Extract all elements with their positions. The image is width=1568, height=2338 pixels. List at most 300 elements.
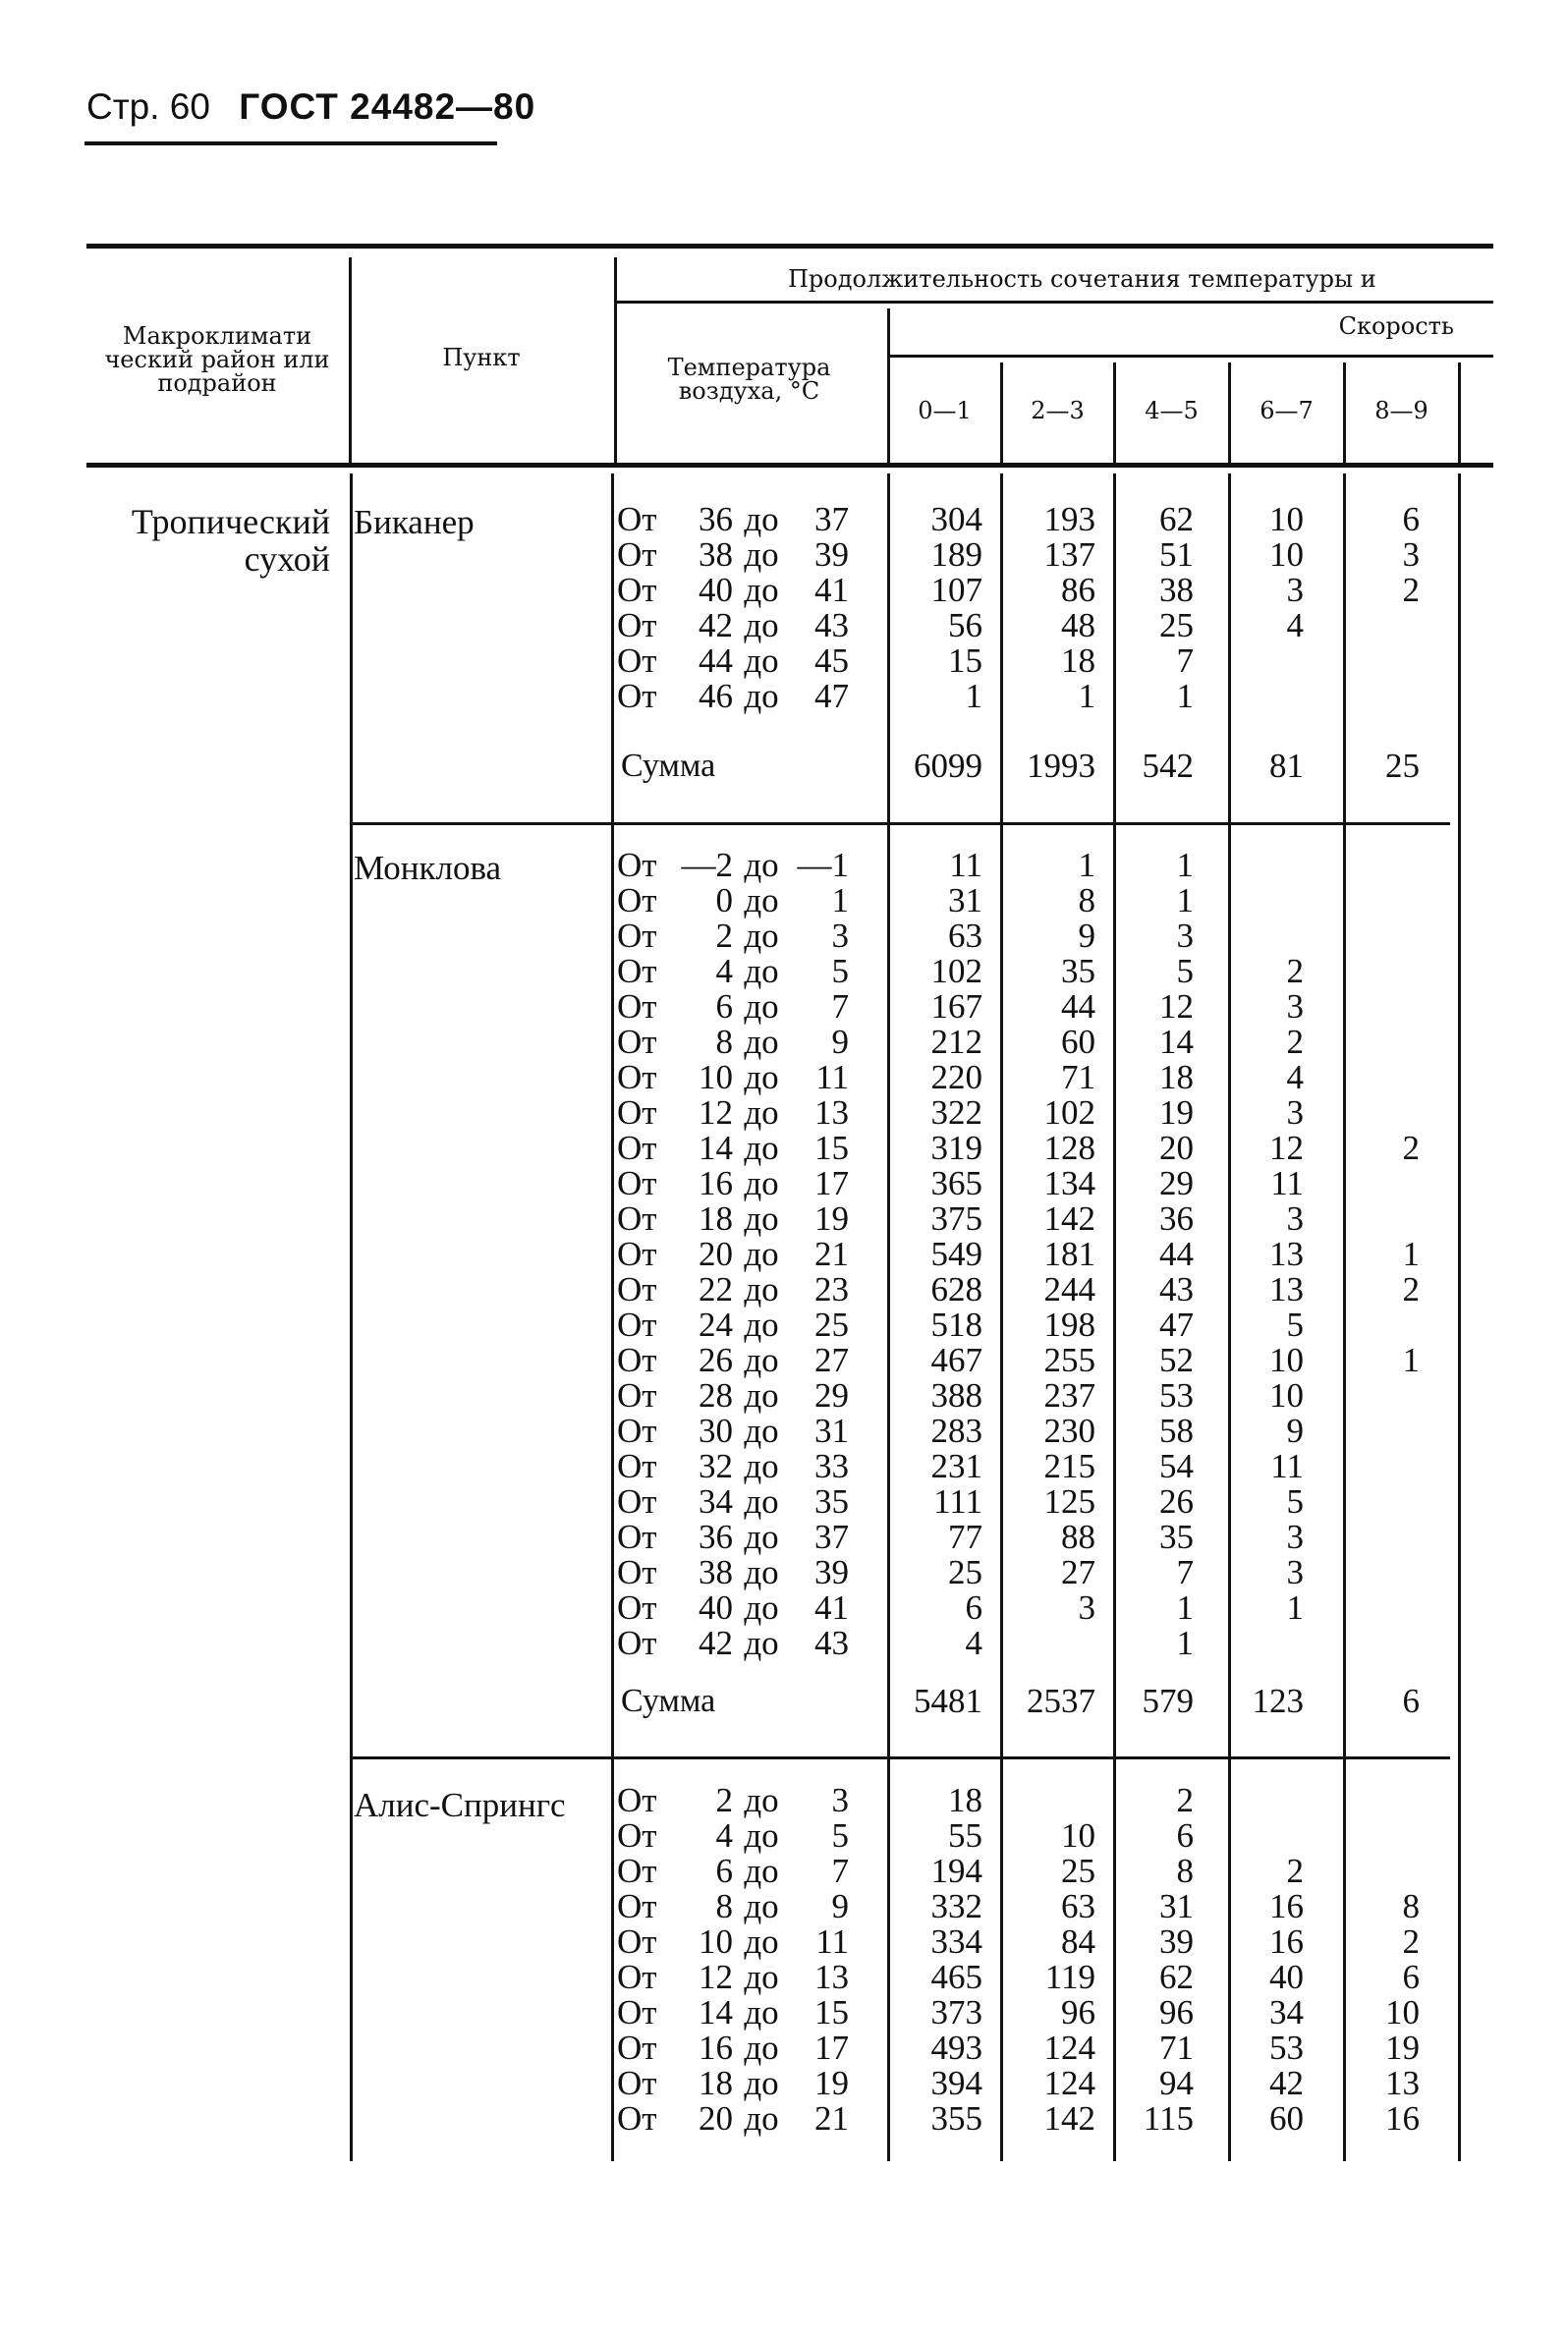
duration-value: 125 <box>1043 1482 1095 1521</box>
duration-value: 124 <box>1043 2029 1095 2067</box>
duration-value: 115 <box>1143 2099 1194 2138</box>
table-row <box>0 1555 1568 1590</box>
duration-value: 3 <box>1286 1553 1304 1591</box>
duration-value: 189 <box>930 535 982 574</box>
to-word: до <box>744 1816 779 1855</box>
to-word: до <box>744 1852 779 1890</box>
from-word: От <box>617 1341 657 1379</box>
to-word: до <box>744 1447 779 1485</box>
temp-high: 39 <box>814 535 849 574</box>
to-word: до <box>744 1482 779 1521</box>
from-word: От <box>617 2029 657 2067</box>
duration-value: 1 <box>1176 846 1194 884</box>
duration-value: 16 <box>1385 2099 1420 2138</box>
temperature-range <box>617 1484 882 1520</box>
duration-value: 18 <box>948 1781 982 1819</box>
from-word: От <box>617 1624 657 1662</box>
temperature-range <box>617 679 882 714</box>
duration-value: 467 <box>930 1341 982 1379</box>
temp-low: 8 <box>715 1887 733 1925</box>
temp-high: 23 <box>814 1270 849 1308</box>
temp-high: 9 <box>831 1023 849 1061</box>
duration-value: 375 <box>930 1199 982 1238</box>
temp-low: 6 <box>715 987 733 1026</box>
to-word: до <box>744 952 779 990</box>
region-name: Тропический сухой <box>131 502 330 579</box>
from-word: От <box>617 917 657 955</box>
temp-low: 14 <box>699 1993 733 2032</box>
temp-high: 7 <box>831 1852 849 1890</box>
duration-value: 2 <box>1286 1852 1304 1890</box>
to-word: до <box>744 1958 779 1996</box>
temp-high: 3 <box>831 917 849 955</box>
duration-value: 2 <box>1286 952 1304 990</box>
standard-code: ГОСТ 24482—80 <box>239 86 536 127</box>
duration-value: 1 <box>1176 677 1194 715</box>
table-row <box>0 1889 1568 1924</box>
duration-value: 60 <box>1269 2099 1304 2138</box>
from-word: От <box>617 881 657 919</box>
speed-range-0: 0—1 <box>918 397 972 424</box>
temp-low: 16 <box>699 2029 733 2067</box>
table-row <box>0 1237 1568 1272</box>
duration-value: 10 <box>1269 535 1304 574</box>
duration-value: 11 <box>1270 1164 1304 1202</box>
temp-low: 18 <box>699 2064 733 2102</box>
to-word: до <box>744 987 779 1026</box>
duration-value: 56 <box>948 606 982 644</box>
from-word: От <box>617 1306 657 1344</box>
duration-value: 3 <box>1286 571 1304 609</box>
temp-low: 32 <box>699 1447 733 1485</box>
duration-value: 2 <box>1402 1270 1420 1308</box>
speed-range-1: 2—3 <box>1031 397 1085 424</box>
duration-value: 48 <box>1061 606 1095 644</box>
temp-high: 41 <box>814 1588 849 1627</box>
temp-high: 15 <box>814 1129 849 1167</box>
temp-high: 13 <box>814 1093 849 1132</box>
duration-value: 8 <box>1078 881 1095 919</box>
duration-value: 4 <box>1286 606 1304 644</box>
duration-value: 62 <box>1159 1958 1194 1996</box>
duration-value: 167 <box>930 987 982 1026</box>
table-row <box>0 1484 1568 1520</box>
temp-high: 45 <box>814 641 849 680</box>
temperature-range <box>617 537 882 573</box>
duration-value: 124 <box>1043 2064 1095 2102</box>
duration-value: 4 <box>1286 1058 1304 1096</box>
duration-value: 77 <box>948 1518 982 1556</box>
to-word: до <box>744 1624 779 1662</box>
temp-low: 24 <box>699 1306 733 1344</box>
table-row <box>0 1060 1568 1095</box>
duration-value: 11 <box>949 846 982 884</box>
temperature-range <box>617 1520 882 1555</box>
duration-value: 1 <box>1286 1588 1304 1627</box>
to-word: до <box>744 641 779 680</box>
temp-high: 15 <box>814 1993 849 2032</box>
to-word: до <box>744 1306 779 1344</box>
temp-high: 21 <box>814 1235 849 1273</box>
from-word: От <box>617 952 657 990</box>
duration-value: 3 <box>1286 1199 1304 1238</box>
to-word: до <box>744 1093 779 1132</box>
from-word: От <box>617 2099 657 2138</box>
to-word: до <box>744 571 779 609</box>
duration-value: 5 <box>1286 1306 1304 1344</box>
page-header <box>86 86 535 129</box>
temperature-range <box>617 2066 882 2101</box>
duration-value: 1 <box>1176 1588 1194 1627</box>
to-word: до <box>744 1270 779 1308</box>
duration-value: 3 <box>1078 1588 1095 1627</box>
duration-value: 7 <box>1176 1553 1194 1591</box>
duration-value: 18 <box>1159 1058 1194 1096</box>
to-word: до <box>744 2099 779 2138</box>
duration-value: 10 <box>1061 1816 1095 1855</box>
vrule-temp-head <box>614 257 617 464</box>
speed-range-2: 4—5 <box>1145 397 1199 424</box>
duration-value: 134 <box>1043 1164 1095 1202</box>
vrule-speed0-head <box>887 308 890 464</box>
from-word: От <box>617 1129 657 1167</box>
temperature-range <box>617 883 882 918</box>
to-word: до <box>744 1023 779 1061</box>
temp-high: 13 <box>814 1958 849 1996</box>
table-row <box>0 1960 1568 1995</box>
duration-value: 36 <box>1159 1199 1194 1238</box>
table-row <box>0 848 1568 883</box>
duration-value: 6 <box>1402 500 1420 538</box>
duration-value: 10 <box>1269 500 1304 538</box>
temperature-range <box>617 1854 882 1889</box>
header-underline <box>84 141 497 145</box>
duration-value: 365 <box>930 1164 982 1202</box>
duration-value: 84 <box>1061 1922 1095 1961</box>
sum-value: 6 <box>1402 1682 1420 1720</box>
temperature-range <box>617 643 882 679</box>
temp-low: 2 <box>715 917 733 955</box>
duration-value: 194 <box>930 1852 982 1890</box>
duration-value: 19 <box>1385 2029 1420 2067</box>
duration-value: 231 <box>930 1447 982 1485</box>
temp-low: 10 <box>699 1922 733 1961</box>
temp-low: 4 <box>715 1816 733 1855</box>
duration-value: 12 <box>1159 987 1194 1026</box>
duration-value: 332 <box>930 1887 982 1925</box>
duration-value: 5 <box>1286 1482 1304 1521</box>
duration-value: 10 <box>1385 1993 1420 2032</box>
from-word: От <box>617 1023 657 1061</box>
duration-value: 549 <box>930 1235 982 1273</box>
from-word: От <box>617 987 657 1026</box>
to-word: до <box>744 606 779 644</box>
temperature-range <box>617 502 882 537</box>
table-row <box>0 1818 1568 1854</box>
temp-low: 0 <box>715 881 733 919</box>
duration-value: 518 <box>930 1306 982 1344</box>
temperature-range <box>617 2101 882 2137</box>
duration-value: 3 <box>1286 987 1304 1026</box>
temp-low: 46 <box>699 677 733 715</box>
to-word: до <box>744 917 779 955</box>
speed-range-3: 6—7 <box>1260 397 1314 424</box>
temp-high: 31 <box>814 1412 849 1450</box>
from-word: От <box>617 535 657 574</box>
temp-low: 22 <box>699 1270 733 1308</box>
duration-value: 54 <box>1159 1447 1194 1485</box>
from-word: От <box>617 1199 657 1238</box>
col-header-station: Пункт <box>442 344 521 371</box>
duration-value: 493 <box>930 2029 982 2067</box>
station-name: Биканер <box>354 503 475 541</box>
duration-value: 128 <box>1043 1129 1095 1167</box>
temperature-range <box>617 1131 882 1166</box>
temp-low: 8 <box>715 1023 733 1061</box>
duration-value: 18 <box>1061 641 1095 680</box>
duration-value: 111 <box>933 1482 982 1521</box>
table-row <box>0 1308 1568 1343</box>
from-word: От <box>617 1887 657 1925</box>
speed-header-rule <box>887 355 1493 358</box>
duration-value: 60 <box>1061 1023 1095 1061</box>
temp-low: 2 <box>715 1781 733 1819</box>
to-word: до <box>744 1199 779 1238</box>
temp-low: 12 <box>699 1093 733 1132</box>
table-row <box>0 1025 1568 1060</box>
duration-value: 44 <box>1061 987 1095 1026</box>
duration-value: 63 <box>1061 1887 1095 1925</box>
duration-value: 628 <box>930 1270 982 1308</box>
temperature-range <box>617 1924 882 1960</box>
from-word: От <box>617 1093 657 1132</box>
to-word: до <box>744 1341 779 1379</box>
duration-value: 102 <box>1043 1093 1095 1132</box>
duration-value: 220 <box>930 1058 982 1096</box>
temperature-range <box>617 1783 882 1818</box>
table-row <box>0 608 1568 643</box>
duration-value: 96 <box>1159 1993 1194 2032</box>
duration-value: 6 <box>965 1588 982 1627</box>
duration-value: 2 <box>1402 571 1420 609</box>
from-word: От <box>617 677 657 715</box>
duration-value: 53 <box>1269 2029 1304 2067</box>
to-word: до <box>744 1588 779 1627</box>
col-header-temperature: Температура воздуха, °С <box>667 354 831 405</box>
duration-value: 1 <box>1402 1235 1420 1273</box>
temperature-range <box>617 573 882 608</box>
from-word: От <box>617 606 657 644</box>
temperature-range <box>617 1449 882 1484</box>
table-row <box>0 954 1568 989</box>
duration-value: 11 <box>1270 1447 1304 1485</box>
duration-value: 44 <box>1159 1235 1194 1273</box>
temperature-range <box>617 1889 882 1924</box>
table-row <box>0 1854 1568 1889</box>
duration-value: 62 <box>1159 500 1194 538</box>
duration-value: 25 <box>1061 1852 1095 1890</box>
duration-value: 96 <box>1061 1993 1095 2032</box>
sum-value: 1993 <box>1027 747 1095 785</box>
to-word: до <box>744 1887 779 1925</box>
duration-value: 6 <box>1176 1816 1194 1855</box>
temp-high: 37 <box>814 1518 849 1556</box>
from-word: От <box>617 1781 657 1819</box>
temp-high: —1 <box>797 846 849 884</box>
from-word: От <box>617 1958 657 1996</box>
col-header-region: Макроклимати ческий район или подрайон <box>104 322 330 397</box>
table-row <box>0 1924 1568 1960</box>
temp-low: 42 <box>699 1624 733 1662</box>
temp-low: 6 <box>715 1852 733 1890</box>
temp-high: 35 <box>814 1482 849 1521</box>
from-word: От <box>617 1447 657 1485</box>
duration-value: 5 <box>1176 952 1194 990</box>
to-word: до <box>744 1129 779 1167</box>
duration-value: 51 <box>1159 535 1194 574</box>
temp-low: 36 <box>699 1518 733 1556</box>
duration-value: 8 <box>1402 1887 1420 1925</box>
from-word: От <box>617 1270 657 1308</box>
sum-row <box>0 1684 1568 1719</box>
temp-high: 3 <box>831 1781 849 1819</box>
duration-value: 26 <box>1159 1482 1194 1521</box>
temperature-range <box>617 1960 882 1995</box>
table-row <box>0 1343 1568 1378</box>
temp-high: 11 <box>815 1058 849 1096</box>
sum-value: 25 <box>1385 747 1420 785</box>
table-row <box>0 1995 1568 2031</box>
duration-value: 212 <box>930 1023 982 1061</box>
duration-value: 38 <box>1159 571 1194 609</box>
duration-value: 137 <box>1043 535 1095 574</box>
table-top-rule <box>86 244 1493 249</box>
duration-value: 2 <box>1176 1781 1194 1819</box>
temperature-range <box>617 1590 882 1626</box>
temp-low: 14 <box>699 1129 733 1167</box>
temp-low: 36 <box>699 500 733 538</box>
from-word: От <box>617 1816 657 1855</box>
duration-value: 19 <box>1159 1093 1194 1132</box>
temp-high: 11 <box>815 1922 849 1961</box>
table-row <box>0 2066 1568 2101</box>
table-row <box>0 2101 1568 2137</box>
temp-high: 43 <box>814 606 849 644</box>
sum-row <box>0 749 1568 784</box>
table-row <box>0 2031 1568 2066</box>
station-name: Монклова <box>354 849 502 887</box>
temperature-range <box>617 918 882 954</box>
table-row <box>0 1520 1568 1555</box>
temperature-range <box>617 1343 882 1378</box>
temperature-range <box>617 1378 882 1414</box>
vrule-speed5-head <box>1458 362 1461 464</box>
to-word: до <box>744 535 779 574</box>
duration-value: 2 <box>1402 1922 1420 1961</box>
temperature-range <box>617 1818 882 1854</box>
to-word: до <box>744 1376 779 1415</box>
duration-value: 10 <box>1269 1376 1304 1415</box>
duration-value: 4 <box>965 1624 982 1662</box>
temp-high: 27 <box>814 1341 849 1379</box>
temperature-range <box>617 1060 882 1095</box>
spanning-header-title: Продолжительность сочетания температуры и <box>788 265 1376 293</box>
temp-low: 4 <box>715 952 733 990</box>
sum-label: Сумма <box>621 748 716 784</box>
duration-value: 1 <box>965 677 982 715</box>
temp-high: 19 <box>814 2064 849 2102</box>
table-row <box>0 989 1568 1025</box>
temp-low: 34 <box>699 1482 733 1521</box>
duration-value: 388 <box>930 1376 982 1415</box>
duration-value: 13 <box>1385 2064 1420 2102</box>
from-word: От <box>617 1852 657 1890</box>
sum-value: 123 <box>1252 1682 1304 1720</box>
table-row <box>0 1166 1568 1201</box>
duration-value: 322 <box>930 1093 982 1132</box>
to-word: до <box>744 2064 779 2102</box>
duration-value: 2 <box>1286 1023 1304 1061</box>
temp-low: 28 <box>699 1376 733 1415</box>
duration-value: 58 <box>1159 1412 1194 1450</box>
temp-high: 17 <box>814 2029 849 2067</box>
page-number: Стр. 60 <box>86 86 210 127</box>
duration-value: 52 <box>1159 1341 1194 1379</box>
duration-value: 13 <box>1269 1235 1304 1273</box>
from-word: От <box>617 1993 657 2032</box>
temp-low: —2 <box>681 846 733 884</box>
duration-value: 16 <box>1269 1887 1304 1925</box>
duration-value: 334 <box>930 1922 982 1961</box>
to-word: до <box>744 1781 779 1819</box>
table-row <box>0 1590 1568 1626</box>
temperature-range <box>617 1308 882 1343</box>
temperature-range <box>617 1626 882 1661</box>
station-divider-1 <box>350 822 1450 825</box>
to-word: до <box>744 846 779 884</box>
table-row <box>0 1131 1568 1166</box>
duration-value: 230 <box>1043 1412 1095 1450</box>
col-header-speed: Скорость <box>1338 312 1454 340</box>
duration-value: 1 <box>1402 1341 1420 1379</box>
temp-high: 47 <box>814 677 849 715</box>
table-row <box>0 883 1568 918</box>
sum-value: 6099 <box>914 747 982 785</box>
temp-low: 26 <box>699 1341 733 1379</box>
temp-low: 40 <box>699 1588 733 1627</box>
temp-high: 25 <box>814 1306 849 1344</box>
from-word: От <box>617 2064 657 2102</box>
to-word: до <box>744 677 779 715</box>
from-word: От <box>617 641 657 680</box>
table-row <box>0 1449 1568 1484</box>
from-word: От <box>617 1518 657 1556</box>
duration-value: 35 <box>1061 952 1095 990</box>
temp-low: 38 <box>699 535 733 574</box>
duration-value: 198 <box>1043 1306 1095 1344</box>
from-word: От <box>617 1588 657 1627</box>
temp-low: 38 <box>699 1553 733 1591</box>
duration-value: 25 <box>948 1553 982 1591</box>
duration-value: 31 <box>1159 1887 1194 1925</box>
duration-value: 2 <box>1402 1129 1420 1167</box>
temperature-range <box>617 1025 882 1060</box>
table-row <box>0 1272 1568 1308</box>
temperature-range <box>617 1995 882 2031</box>
sum-label: Сумма <box>621 1683 716 1719</box>
duration-value: 53 <box>1159 1376 1194 1415</box>
temp-low: 10 <box>699 1058 733 1096</box>
